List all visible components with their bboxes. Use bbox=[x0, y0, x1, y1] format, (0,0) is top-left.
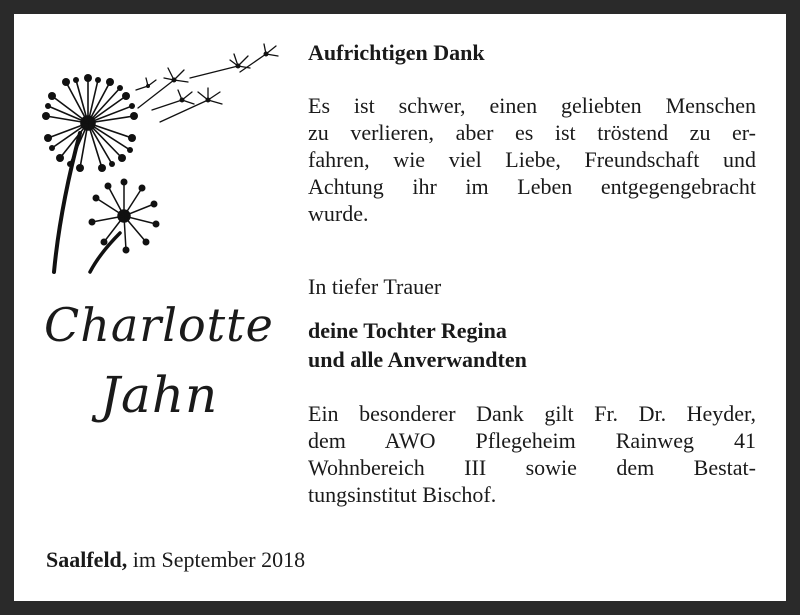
deceased-last-name: Jahn bbox=[100, 366, 219, 424]
paragraph-line: tungsinstitut Bischof. bbox=[308, 482, 497, 507]
paragraph-line: Achtung ihr im Leben entgegengebracht bbox=[308, 174, 756, 199]
paragraph-line: wurde. bbox=[308, 201, 369, 226]
paragraph-line: Ein besonderer Dank gilt Fr. Dr. Heyder, bbox=[308, 401, 756, 426]
dandelion-illustration bbox=[40, 38, 290, 278]
mourners bbox=[308, 316, 527, 374]
date: im September 2018 bbox=[132, 547, 306, 572]
condolence-paragraph bbox=[308, 92, 756, 227]
paragraph-line: zu verlieren, aber es ist tröstend zu er- bbox=[308, 120, 756, 145]
place-date bbox=[46, 547, 305, 573]
mourner-line: deine Tochter Regina bbox=[308, 318, 507, 343]
paragraph-line: Wohnbereich III sowie dem Bestat- bbox=[308, 455, 756, 480]
paragraph-line: dem AWO Pflegeheim Rainweg 41 bbox=[308, 428, 756, 453]
paragraph-line: fahren, wie viel Liebe, Freundschaft und bbox=[308, 147, 756, 172]
notice-heading: Aufrichtigen Dank bbox=[308, 40, 485, 65]
place: Saalfeld, bbox=[46, 547, 128, 572]
paragraph-line: Es ist schwer, einen geliebten Menschen bbox=[308, 93, 756, 118]
mourning-line: In tiefer Trauer bbox=[308, 274, 442, 299]
thanks-paragraph bbox=[308, 400, 756, 508]
mourner-line: und alle Anverwandten bbox=[308, 347, 527, 372]
deceased-first-name: Charlotte bbox=[44, 298, 274, 352]
